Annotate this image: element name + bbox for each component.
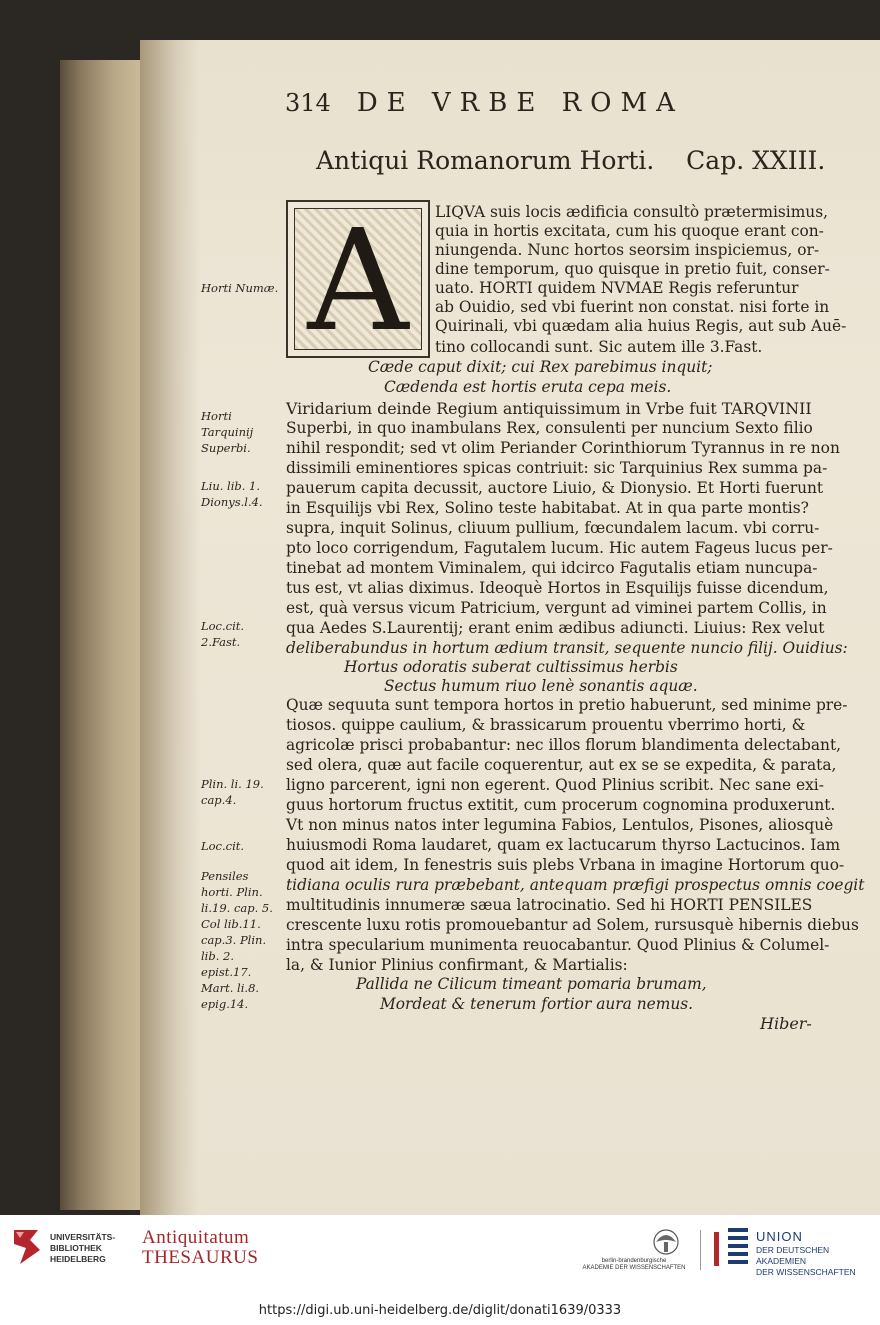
page-number: 314 — [285, 89, 331, 117]
footer-divider — [700, 1230, 701, 1270]
page-gutter-shadow — [140, 40, 200, 1215]
margin-note: Horti Numæ. — [201, 281, 279, 295]
body-line: qua Aedes S.Laurentij; erant enim ædibus adiuncti. Liuius: Rex velut — [286, 619, 825, 637]
body-line: niungenda. Nunc hortos seorsim inspiciemus, or- — [435, 241, 820, 259]
body-line: pauerum capita decussit, auctore Liuio, & Dionysio. Et Horti fuerunt — [286, 479, 824, 497]
decorated-initial — [286, 200, 430, 363]
heidelberg-library-name[interactable]: UNIVERSITÄTS- BIBLIOTHEK HEIDELBERG — [50, 1232, 116, 1264]
body-line: la, & Iunior Plinius confirmant, & Martialis: — [286, 956, 628, 974]
body-line: tino collocandi sunt. Sic autem ille 3.Fast. — [435, 338, 763, 356]
body-line: dine temporum, quo quisque in pretio fuit, conser- — [435, 260, 830, 278]
body-line: sed olera, quæ aut facile coquerentur, aut ex se se expedita, & parata, — [286, 756, 837, 774]
verse-line: Pallida ne Cilicum timeant pomaria brumam, — [356, 975, 707, 993]
body-line: deliberabundus in hortum ædium transit, sequente nuncio filij. Ouidius: — [286, 639, 848, 657]
heidelberg-library-logo-icon[interactable] — [10, 1226, 44, 1268]
body-line: Viridarium deinde Regium antiquissimum in Vrbe fuit TARQVINII — [286, 399, 812, 418]
body-line: est, quà versus vicum Patricium, vergunt ad viminei partem Collis, in — [286, 599, 827, 617]
margin-note: Plin. li. 19. cap.4. — [201, 777, 264, 807]
body-line: in Esquilijs vbi Rex, Solino teste habitabat. At in qua parte montis? — [286, 499, 809, 517]
body-line: ligno parcerent, igni non egerent. Quod Plinius scribit. Nec sane exi- — [286, 776, 824, 794]
margin-note: Loc.cit. 2.Fast. — [201, 619, 245, 649]
body-line: multitudinis innumeræ sæua latrocinatio. Sed hi HORTI PENSILES — [286, 896, 813, 914]
antiquitatum-title: Antiquitatum — [142, 1227, 250, 1248]
verse-line: Hortus odoratis suberat cultissimus herbis — [344, 658, 678, 676]
body-line: tinebat ad montem Viminalem, qui idcirco Fagutalis etiam nuncupa- — [286, 559, 818, 577]
margin-note: Liu. lib. 1. Dionys.l.4. — [201, 479, 263, 509]
body-line: Quæ sequuta sunt tempora hortos in pretio habuerunt, sed minime pre- — [286, 696, 848, 714]
body-line: pto loco corrigendum, Fagutalem lucum. Hic autem Fageus lucus per- — [286, 539, 833, 557]
verse-line: Cædenda est hortis eruta cepa meis. — [384, 378, 672, 396]
chapter-heading: Antiqui Romanorum Horti. Cap. XXIII. — [316, 146, 826, 175]
thesaurus-title: THESAURUS — [142, 1247, 259, 1268]
page-url[interactable]: https://digi.ub.uni-heidelberg.de/diglit/donati1639/0333 — [258, 1303, 622, 1318]
body-line: supra, inquit Solinus, cliuum pullium, fœcundalem lacum. vbi corru- — [286, 519, 820, 537]
body-line: guus hortorum fructus extitit, cum procerum cognomina produxerunt. — [286, 796, 836, 814]
body-line: quia in hortis excitata, cum his quoque erant con- — [435, 222, 824, 240]
body-line: nihil respondit; sed vt olim Periander Corinthiorum Tyrannus in re non — [286, 439, 840, 457]
body-line: quod ait idem, In fenestris suis plebs Vrbana in imagine Hortorum quo- — [286, 856, 845, 874]
verse-line: Mordeat & tenerum fortior aura nemus. — [380, 995, 694, 1013]
antiquitatum-thesaurus-logo[interactable] — [142, 1228, 258, 1268]
verse-line: Sectus humum riuo lenè sonantis aquæ. — [384, 677, 698, 695]
body-line: Quirinali, vbi quædam alia huius Regis, aut sub Auē- — [435, 317, 847, 335]
body-line: Vt non minus natos inter legumina Fabios, Lentulos, Pisones, aliosquè — [286, 816, 834, 834]
body-line: intra specularium munimenta reuocabantur. Quod Plinius & Columel- — [286, 936, 830, 954]
body-line: huiusmodi Roma laudaret, quam ex lactucarum thyrso Lactucinos. Iam — [286, 836, 841, 854]
body-line: Superbi, in quo inambulans Rex, consulenti per nuncium Sexto filio — [286, 419, 813, 437]
union-academies-logo-icon[interactable] — [712, 1226, 750, 1272]
catchword: Hiber- — [760, 1014, 812, 1033]
verse-line: Cæde caput dixit; cui Rex parebimus inquit; — [368, 358, 713, 376]
body-line: ab Ouidio, sed vbi fuerint non constat. nisi forte in — [435, 298, 830, 316]
body-line: agricolæ prisci probabantur: nec illos florum blandimenta delectabant, — [286, 736, 842, 754]
running-header — [285, 88, 684, 118]
body-line: tiosos. quippe caulium, & brassicarum prouentu vberrimo horti, & — [286, 716, 806, 734]
body-line: dissimili eminentiores spicas contriuit: sic Tarquinius Rex summa pa- — [286, 459, 828, 477]
body-line: uato. HORTI quidem NVMAE Regis referuntur — [435, 279, 799, 297]
body-line: tidiana oculis rura præbebant, antequam præfigi prospectus omnis coegit — [286, 876, 865, 894]
body-line: LIQVA suis locis ædificia consultò prætermisimus, — [435, 203, 828, 221]
margin-note: Loc.cit. — [201, 839, 245, 853]
union-academies-name[interactable] — [756, 1229, 880, 1278]
union-subtitle-1: DER DEUTSCHEN AKADEMIEN — [756, 1245, 830, 1266]
body-line: crescente luxu rotis promouebantur ad Solem, rursusquè hibernis diebus — [286, 916, 859, 934]
bbaw-name[interactable]: berlin-brandenburgische AKADEMIE DER WISSENSCHAFTEN — [582, 1258, 686, 1271]
union-subtitle-2: DER WISSENSCHAFTEN — [756, 1267, 856, 1277]
margin-note: Horti Tarquinij Superbi. — [201, 409, 254, 455]
initial-letter: A — [307, 200, 409, 363]
union-title: UNION — [756, 1229, 803, 1244]
margin-note: Pensiles horti. Plin. li.19. cap. 5. Col lib.11. cap.3. Plin. lib. 2. epist.17. Mart. li.8. epig.14. — [201, 869, 273, 1011]
running-title: DE VRBE ROMA — [356, 88, 684, 118]
body-line: tus est, vt alias diximus. Ideoquè Hortos in Esquilijs fuisse dicendum, — [286, 579, 829, 597]
